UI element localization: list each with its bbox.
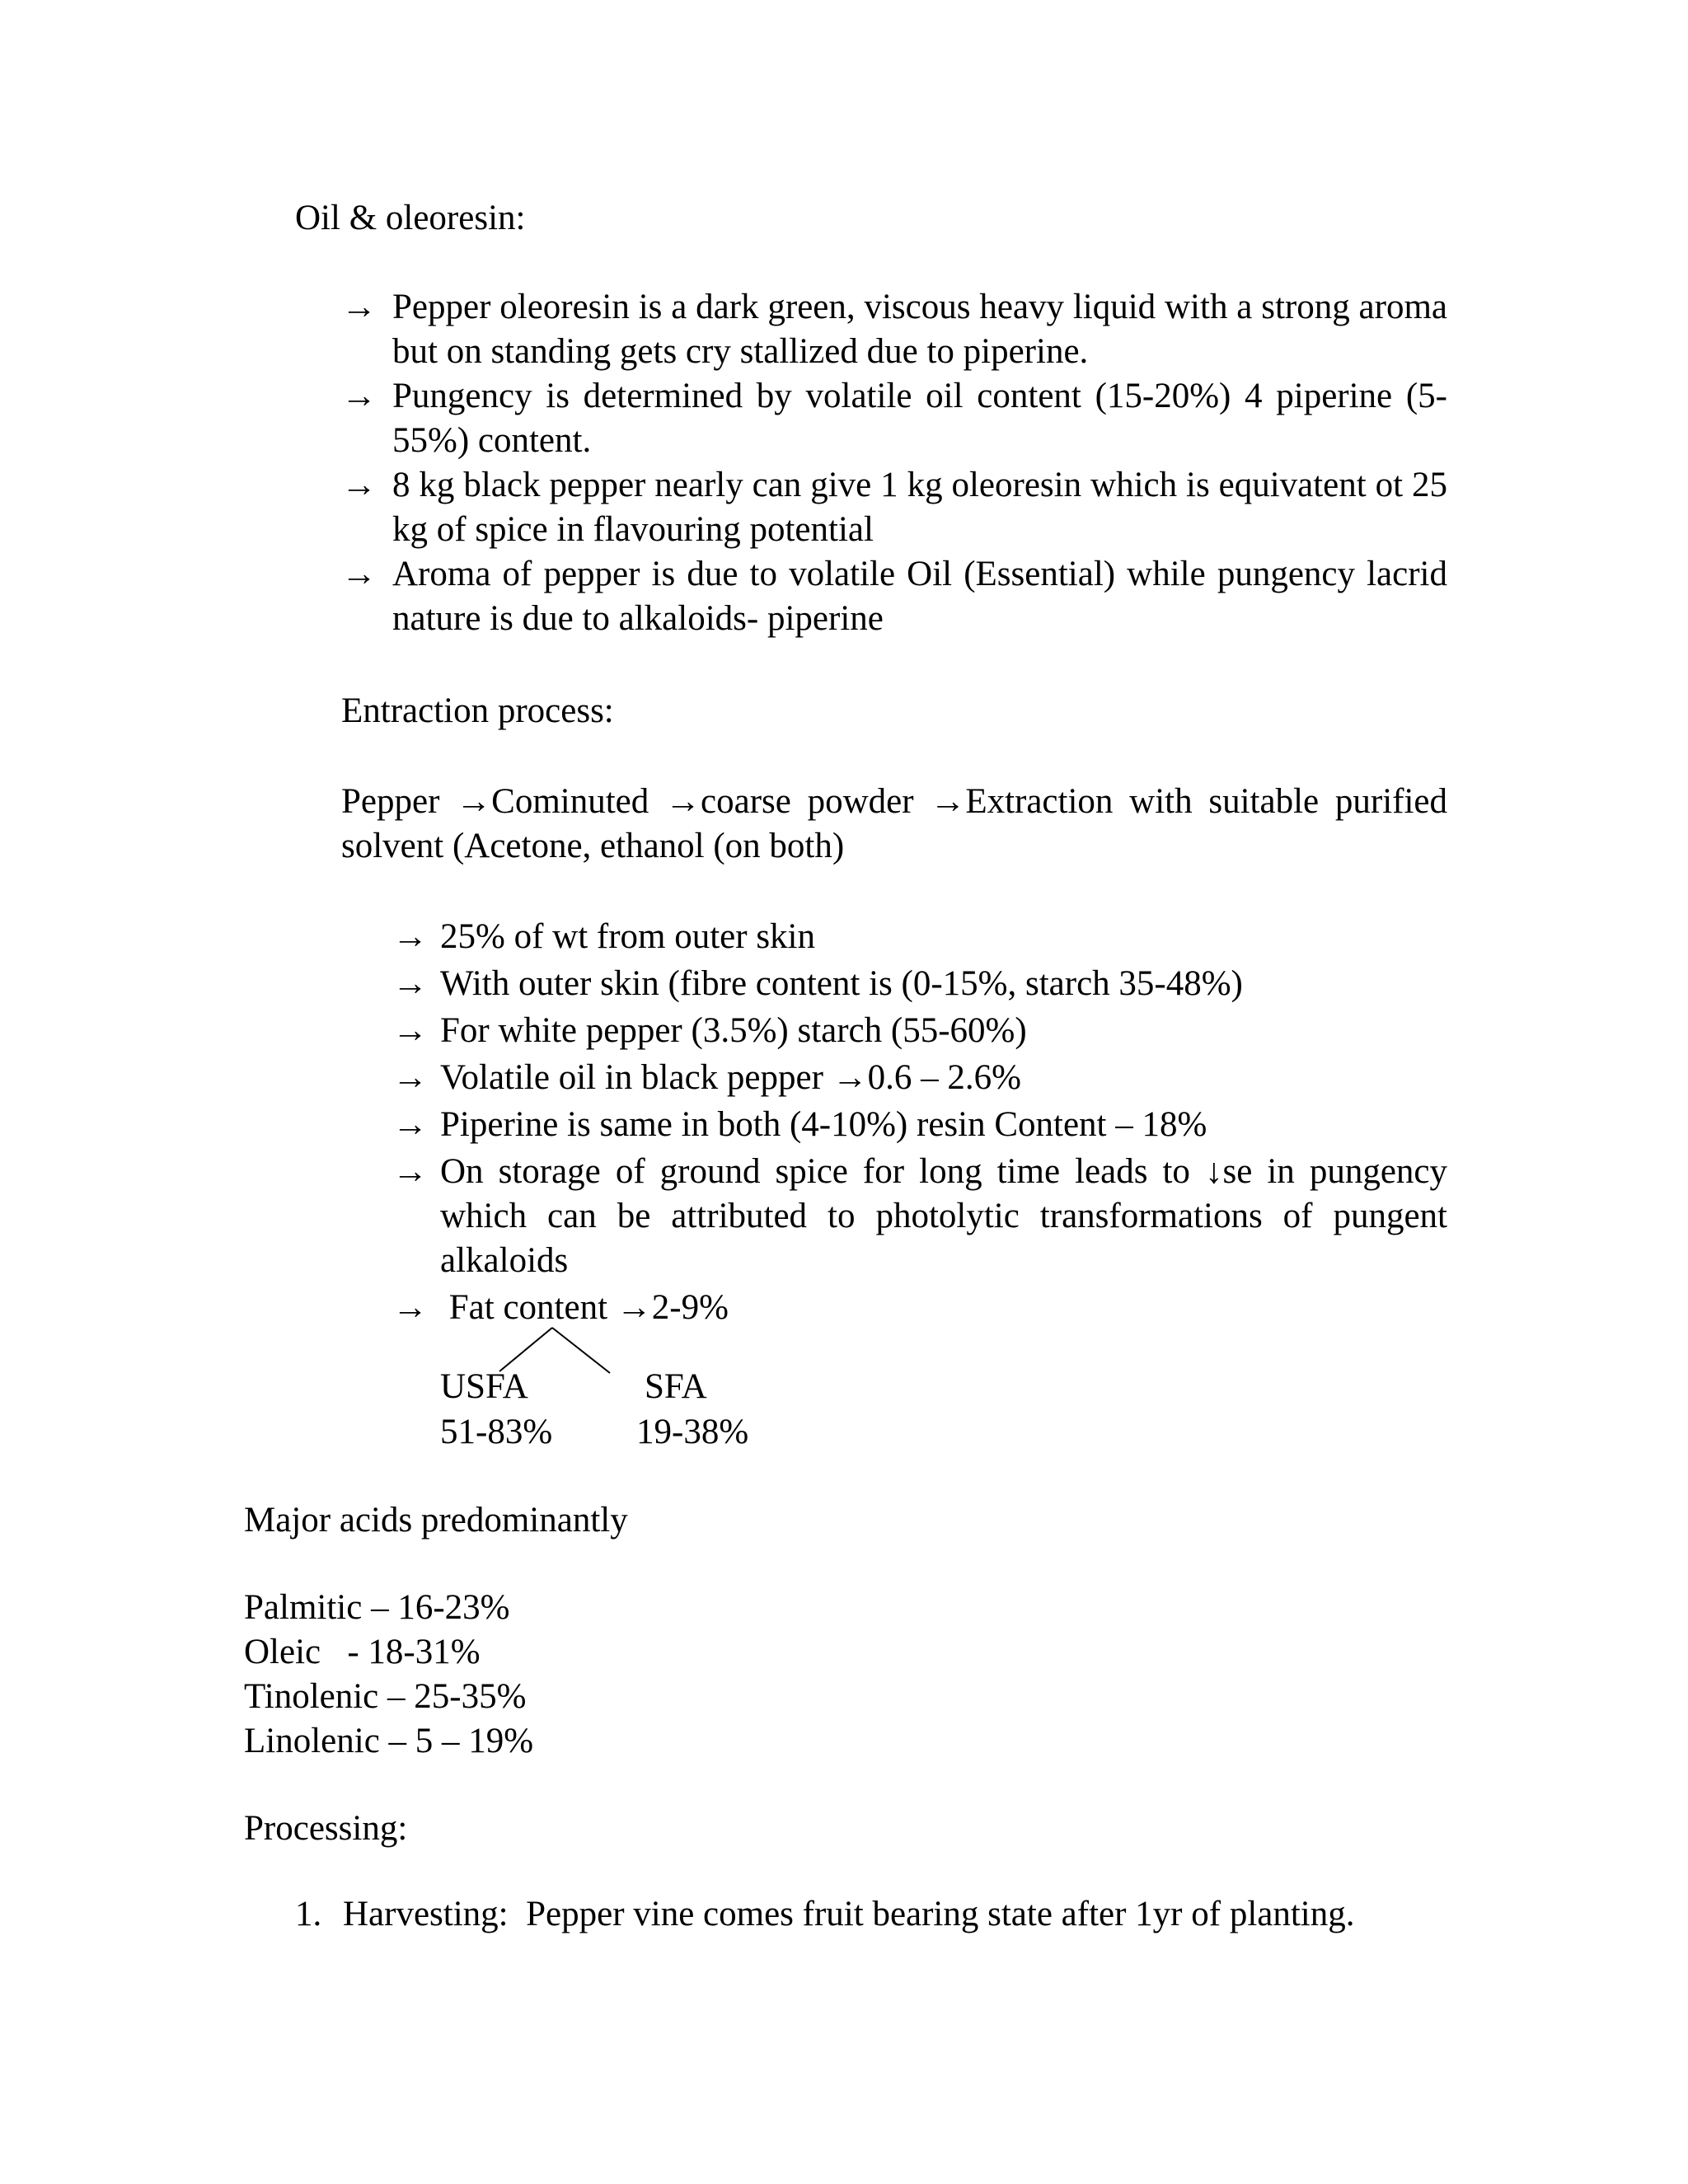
processing-step xyxy=(295,1892,1355,1937)
list-item xyxy=(392,1286,1447,1330)
list-item xyxy=(341,285,1447,374)
list-item xyxy=(341,374,1447,463)
list-item-text: 8 kg black pepper nearly can give 1 kg oleoresin which is equivatent ot 25 kg of spice in flavouring potential xyxy=(392,466,1447,549)
arrow-icon: → xyxy=(392,1011,428,1050)
step-text: Harvesting: Pepper vine comes fruit bearing state after 1yr of planting. xyxy=(343,1895,1355,1933)
arrow-icon: → xyxy=(392,1288,428,1327)
oil-oleoresin-heading: Oil & oleoresin: xyxy=(295,199,526,237)
list-item-text: Pepper oleoresin is a dark green, viscous heavy liquid with a strong aroma but on standing gets cry stallized due to piperine. xyxy=(392,288,1447,371)
extraction-points-list xyxy=(392,915,1447,1333)
list-item-text: Fat content →2-9% xyxy=(440,1288,729,1327)
list-item xyxy=(392,1150,1447,1283)
major-acids-heading: Major acids predominantly xyxy=(244,1501,628,1540)
list-item xyxy=(392,1103,1447,1147)
acid-line: Linolenic – 5 – 19% xyxy=(244,1722,534,1760)
list-item xyxy=(392,915,1447,959)
arrow-icon: → xyxy=(392,964,428,1003)
sfa-value: 19-38% xyxy=(636,1413,749,1451)
usfa-value: 51-83% xyxy=(440,1413,553,1451)
arrow-icon: → xyxy=(341,288,377,326)
arrow-icon: → xyxy=(341,377,377,415)
acid-line: Oleic - 18-31% xyxy=(244,1633,481,1671)
extraction-paragraph: Pepper →Cominuted →coarse powder →Extraction with suitable purified solvent (Acetone, ethanol (on both) xyxy=(341,782,1447,865)
oil-points-list xyxy=(341,285,1447,641)
list-item-text: 25% of wt from outer skin xyxy=(440,917,816,956)
list-item-text: On storage of ground spice for long time leads to ↓se in pungency which can be attributed to photolytic transformations of pungent alkaloids xyxy=(440,1152,1447,1280)
list-item-text: Aroma of pepper is due to volatile Oil (Essential) while pungency lacrid nature is due to alkaloids- piperine xyxy=(392,555,1447,638)
step-number: 1. xyxy=(295,1895,322,1933)
acid-line: Palmitic – 16-23% xyxy=(244,1588,510,1627)
extraction-heading: Entraction process: xyxy=(341,691,614,730)
list-item-text: Piperine is same in both (4-10%) resin Content – 18% xyxy=(440,1105,1207,1144)
sfa-label: SFA xyxy=(645,1367,707,1406)
list-item xyxy=(341,463,1447,552)
list-item xyxy=(341,552,1447,641)
arrow-icon: → xyxy=(392,1058,428,1097)
list-item xyxy=(392,962,1447,1006)
arrow-icon: → xyxy=(392,917,428,956)
right-branch-line xyxy=(552,1328,610,1373)
usfa-label: USFA xyxy=(440,1367,528,1406)
list-item-text: With outer skin (fibre content is (0-15%, starch 35-48%) xyxy=(440,964,1243,1003)
acid-line: Tinolenic – 25-35% xyxy=(244,1677,527,1716)
arrow-icon: → xyxy=(392,1105,428,1144)
list-item xyxy=(392,1009,1447,1053)
processing-heading: Processing: xyxy=(244,1809,408,1848)
list-item-text: Pungency is determined by volatile oil content (15-20%) 4 piperine (5-55%) content. xyxy=(392,377,1447,460)
arrow-icon: → xyxy=(392,1152,428,1191)
list-item-text: For white pepper (3.5%) starch (55-60%) xyxy=(440,1011,1027,1050)
arrow-icon: → xyxy=(341,466,377,504)
arrow-icon: → xyxy=(341,555,377,593)
list-item-text: Volatile oil in black pepper →0.6 – 2.6% xyxy=(440,1058,1021,1097)
list-item xyxy=(392,1056,1447,1100)
